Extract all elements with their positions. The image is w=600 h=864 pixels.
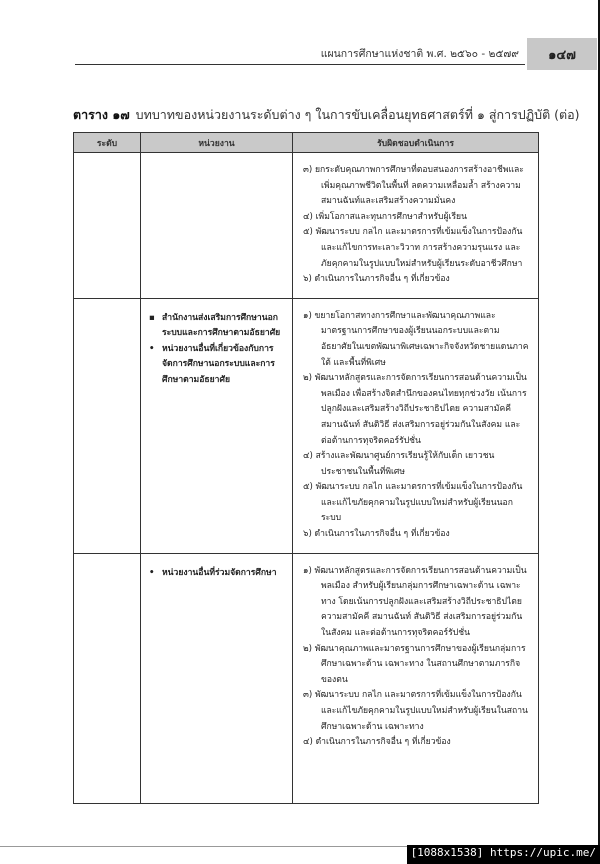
- responsibility-item: ๕) พัฒนาระบบ กลไก และมาตรการที่เข้มแข็งในการป้องกันและแก้ไขการทะเลาะวิวาท การสร้างความรุนแรง และภัยคุกคามในรูปแบบใหม่สำหรับผู้เรียนระดับอาชีวศึกษา: [303, 227, 523, 269]
- unit-item: [149, 342, 288, 389]
- running-header: [75, 45, 525, 65]
- responsibility-cell: [293, 298, 539, 553]
- bullet-icon: •: [149, 567, 155, 578]
- responsibility-item: ๒) พัฒนาคุณภาพและมาตรฐานการศึกษาของผู้เรียนกลุ่มการศึกษาเฉพาะด้าน เฉพาะทาง ในสถานศึกษาตามภารกิจของตน: [303, 643, 526, 685]
- table-row: [74, 553, 539, 803]
- roles-table: [73, 132, 539, 804]
- responsibility-cell: [293, 153, 539, 299]
- running-title: แผนการศึกษาแห่งชาติ พ.ศ. ๒๕๖๐ - ๒๕๗๙: [320, 48, 519, 60]
- unit-item: [149, 566, 288, 582]
- responsibility-item: ๔) เพิ่มโอกาสและทุนการศึกษาสำหรับผู้เรียน: [303, 211, 467, 222]
- unit-name: สำนักงานส่งเสริมการศึกษานอกระบบและการศึกษาตามอัธยาศัย: [162, 312, 281, 339]
- bullet-icon: •: [149, 343, 155, 354]
- unit-name: หน่วยงานอื่นที่ร่วมจัดการศึกษา: [162, 567, 277, 578]
- level-cell: [74, 153, 141, 299]
- responsibility-item: ๖) ดำเนินการในภารกิจอื่น ๆ ที่เกี่ยวข้อง: [303, 529, 450, 540]
- responsibility-item: ๑) พัฒนาหลักสูตรและการจัดการเรียนการสอนด้านความเป็นพลเมือง สำหรับผู้เรียนกลุ่มการศึกษาเฉพาะด้าน เฉพาะทาง โดยเน้นการปลูกฝังและเสริมสร้างวิถีประชาธิปไตย ความสามัคคี สมานฉันท์ สันติวิธี ส่งเสริมการอยู่ร่วมกันในสังคม และต่อต้านการทุจริตคอร์รัปชั่น: [303, 565, 527, 639]
- responsibility-item: ๔) สร้างและพัฒนาศูนย์การเรียนรู้ให้กับเด็ก เยาวชน ประชาชนในพื้นที่พิเศษ: [303, 451, 495, 477]
- responsibility-item: ๔) ดำเนินการในภารกิจอื่น ๆ ที่เกี่ยวข้อง: [303, 737, 451, 748]
- responsibility-cell: [293, 553, 539, 803]
- col-header-unit: หน่วยงาน: [141, 133, 293, 153]
- bullet-icon: ▪: [149, 312, 155, 323]
- responsibility-item: ๓) พัฒนาระบบ กลไก และมาตรการที่เข้มแข็งในการป้องกันและแก้ไขภัยคุกคามในรูปแบบใหม่สำหรับผู้เรียนในสถานศึกษาเฉพาะด้าน เฉพาะทาง: [303, 690, 528, 732]
- level-cell: [74, 298, 141, 553]
- responsibility-item: ๓) ยกระดับคุณภาพการศึกษาที่ตอบสนองการสร้างอาชีพและเพิ่มคุณภาพชีวิตในพื้นที่ ลดความเหลื่อมล้ำ สร้างความสมานฉันท์และเสริมสร้างความมั่นคง: [303, 165, 524, 207]
- unit-item: [149, 311, 288, 342]
- page-number: ๑๔๗: [527, 38, 597, 70]
- responsibility-item: ๕) พัฒนาระบบ กลไก และมาตรการที่เข้มแข็งในการป้องกันและแก้ไขภัยคุกคามในรูปแบบใหม่สำหรับผู้เรียนนอกระบบ: [303, 482, 523, 524]
- unit-name: หน่วยงานอื่นที่เกี่ยวข้องกับการจัดการศึกษานอกระบบและการศึกษาตามอัธยาศัย: [162, 343, 275, 385]
- col-header-responsibility: รับผิดชอบดำเนินการ: [293, 133, 539, 153]
- responsibility-item: ๑) ขยายโอกาสทางการศึกษาและพัฒนาคุณภาพและมาตรฐานการศึกษาของผู้เรียนนอกระบบและตามอัธยาศัยในเขตพัฒนาพิเศษเฉพาะกิจจังหวัดชายแดนภาคใต้ และพื้นที่พิเศษ: [303, 310, 529, 368]
- col-header-level: ระดับ: [74, 133, 141, 153]
- responsibility-item: ๒) พัฒนาหลักสูตรและการจัดการเรียนการสอนด้านความเป็นพลเมือง เพื่อสร้างจิตสำนึกของคนไทยทุกช่วงวัย เน้นการปลูกฝังและเสริมสร้างวิถีประชาธิปไตย ความสามัคคี สมานฉันท์ สันติวิธี ส่งเสริมการอยู่ร่วมกันในสังคม และต่อต้านการทุจริตคอร์รัปชั่น: [303, 373, 527, 446]
- unit-cell: [141, 553, 293, 803]
- unit-cell: [141, 153, 293, 299]
- responsibility-item: ๖) ดำเนินการในภารกิจอื่น ๆ ที่เกี่ยวข้อง: [303, 274, 450, 285]
- table-title: [73, 105, 580, 125]
- table-caption: บทบาทของหน่วยงานระดับต่าง ๆ ในการขับเคลื่อนยุทธศาสตร์ที่ ๑ สู่การปฏิบัติ (ต่อ): [135, 107, 580, 122]
- image-host-watermark: [1088x1538] https://upic.me/: [407, 845, 600, 864]
- level-cell: [74, 553, 141, 803]
- table-row: [74, 153, 539, 299]
- table-row: [74, 298, 539, 553]
- unit-cell: [141, 298, 293, 553]
- table-label: ตาราง ๑๗: [73, 107, 130, 122]
